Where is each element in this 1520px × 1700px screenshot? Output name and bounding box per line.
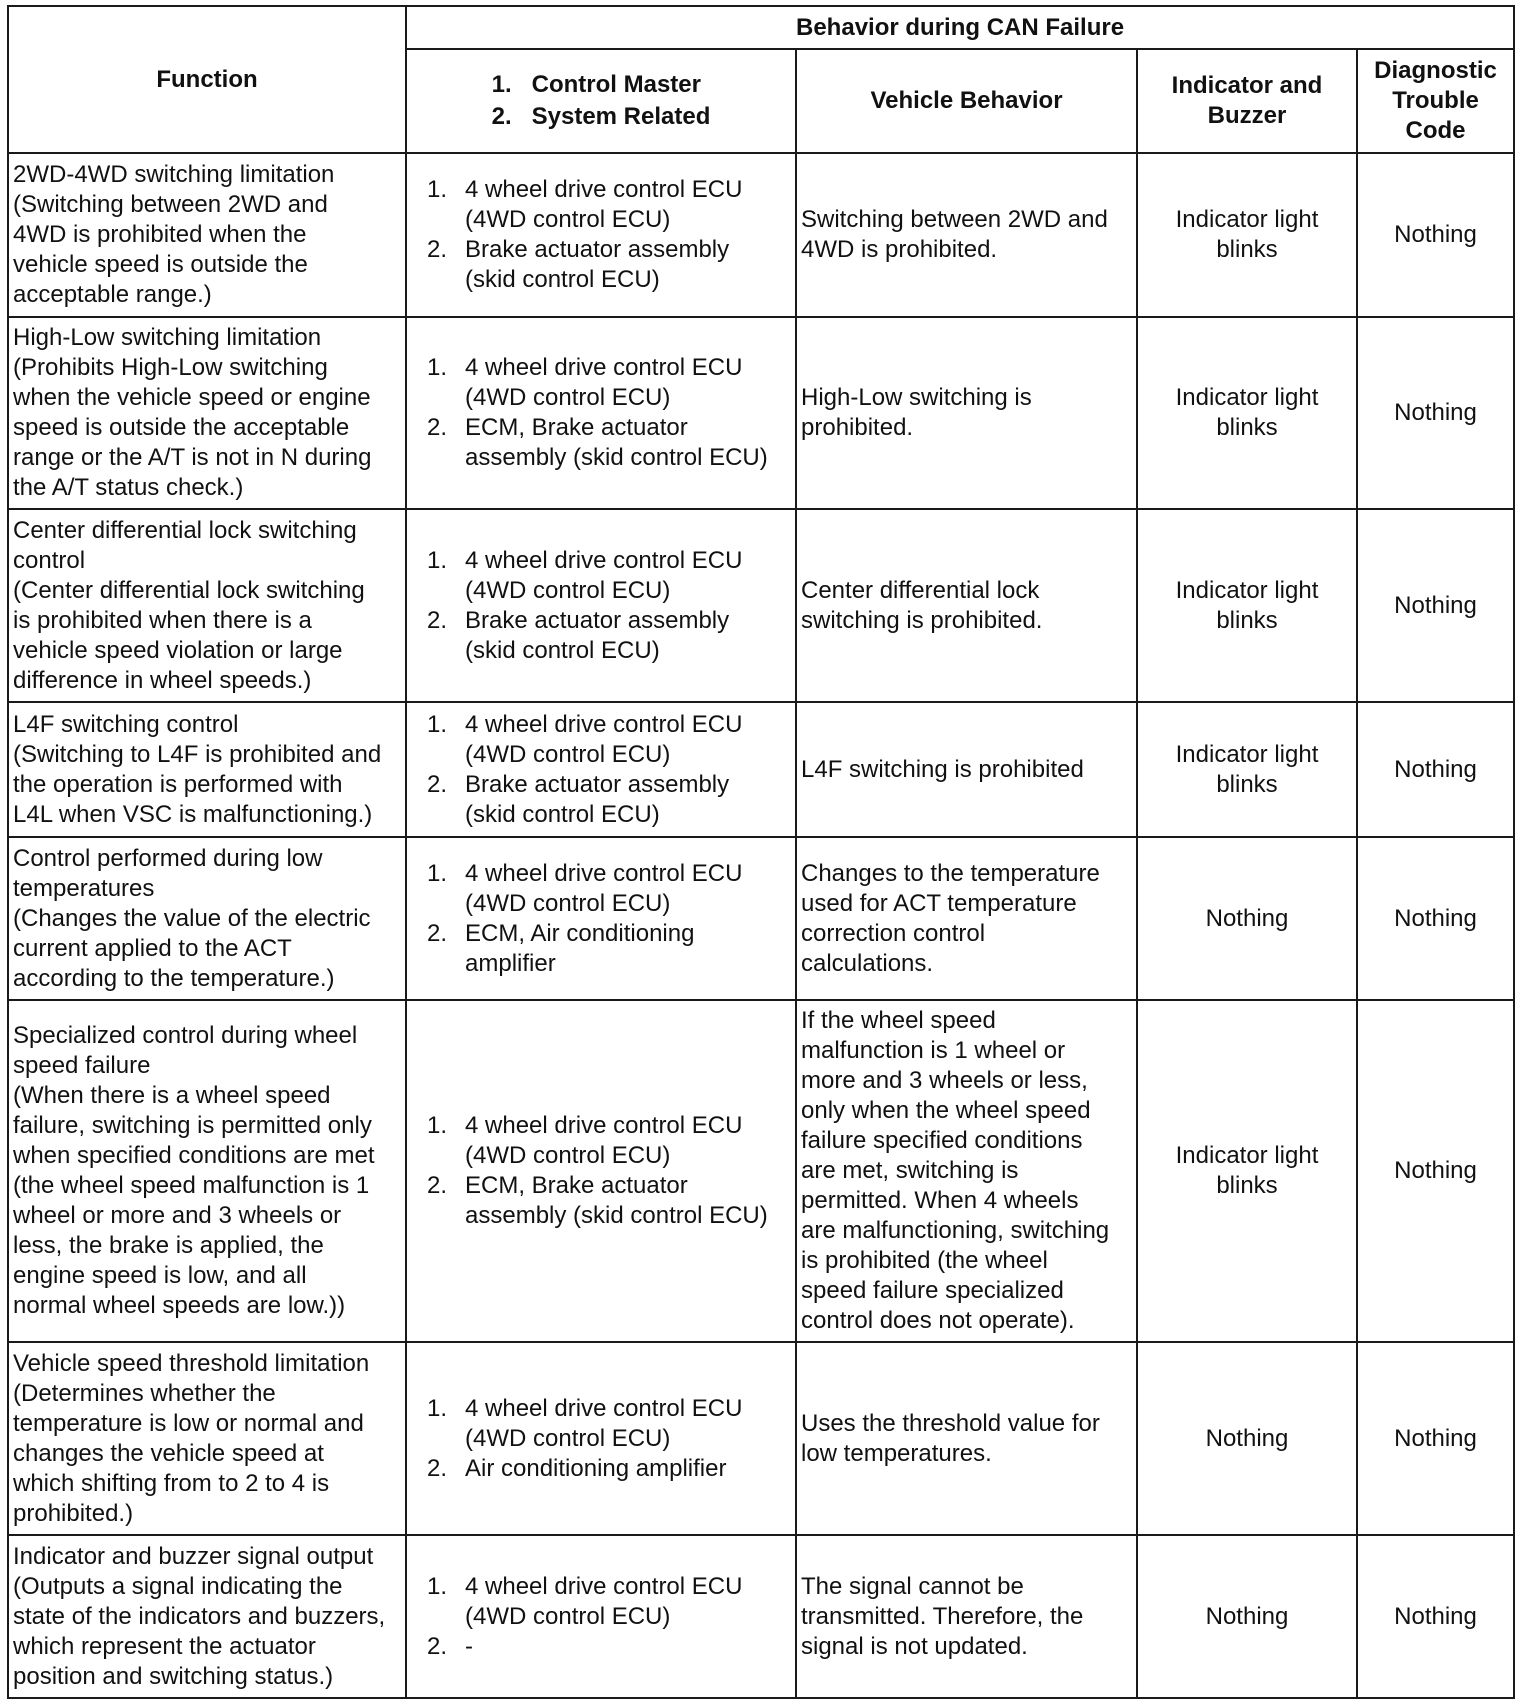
system-related-text: Brake actuator assembly (skid control ECU) xyxy=(465,236,730,293)
master-num: 1. xyxy=(427,710,448,738)
master-num: 1. xyxy=(427,859,448,887)
related-num: 2. xyxy=(427,919,448,947)
header-function: Function xyxy=(8,6,406,153)
table-row xyxy=(8,153,1514,317)
table-row xyxy=(8,1535,1514,1698)
control-master-text: 4 wheel drive control ECU (4WD control ECU) xyxy=(465,1112,743,1169)
control-master-cell xyxy=(406,1000,796,1342)
indicator-cell: Indicator light blinks xyxy=(1137,153,1357,317)
system-related-text: ECM, Brake actuator assembly (skid control ECU) xyxy=(465,1172,768,1229)
header-vehicle-behavior: Vehicle Behavior xyxy=(796,49,1137,153)
vehicle-behavior-cell: The signal cannot be transmitted. Therefore, the signal is not updated. xyxy=(796,1535,1137,1698)
control-master-text: 4 wheel drive control ECU (4WD control ECU) xyxy=(465,710,743,768)
header-row-1 xyxy=(8,6,1514,49)
dtc-cell: Nothing xyxy=(1357,1535,1514,1698)
related-num: 2. xyxy=(427,770,448,798)
header-system-related-text: System Related xyxy=(531,103,711,130)
related-num: 2. xyxy=(427,414,448,441)
vehicle-behavior-cell: High-Low switching is prohibited. xyxy=(796,317,1137,509)
header-num-1: 1. xyxy=(491,71,512,98)
dtc-cell: Nothing xyxy=(1357,509,1514,702)
indicator-cell: Indicator light blinks xyxy=(1137,1000,1357,1342)
control-master-cell xyxy=(406,509,796,702)
dtc-cell: Nothing xyxy=(1357,153,1514,317)
header-indicator-line-1: Indicator and xyxy=(1171,72,1323,99)
control-master-text: 4 wheel drive control ECU (4WD control ECU) xyxy=(465,354,743,411)
header-dtc xyxy=(1357,49,1514,153)
header-dtc-line-3: Code xyxy=(1405,117,1466,144)
indicator-cell: Nothing xyxy=(1137,837,1357,1000)
table-row xyxy=(8,509,1514,702)
control-master-text: 4 wheel drive control ECU (4WD control ECU) xyxy=(465,1394,743,1452)
master-num: 1. xyxy=(427,176,448,203)
system-related-text: Air conditioning amplifier xyxy=(465,1454,727,1482)
related-num: 2. xyxy=(427,1172,448,1199)
system-related-text: Brake actuator assembly (skid control ECU) xyxy=(465,770,730,828)
master-num: 1. xyxy=(427,1572,448,1600)
related-num: 2. xyxy=(427,606,448,634)
function-cell: Indicator and buzzer signal output (Outputs a signal indicating the state of the indicators and buzzers, which represent the actuator position and switching status.) xyxy=(8,1535,406,1698)
vehicle-behavior-cell: If the wheel speed malfunction is 1 wheel or more and 3 wheels or less, only when the wheel speed failure specified conditions are met, switching is permitted. When 4 wheels are malfunctioning, switching is prohibited (the wheel speed failure specialized control does not operate). xyxy=(796,1000,1137,1342)
control-master-text: 4 wheel drive control ECU (4WD control ECU) xyxy=(465,1572,743,1630)
related-num: 2. xyxy=(427,236,448,263)
vehicle-behavior-cell: Uses the threshold value for low temperatures. xyxy=(796,1342,1137,1535)
header-control-master xyxy=(406,49,796,153)
master-num: 1. xyxy=(427,1394,448,1422)
control-master-cell xyxy=(406,153,796,317)
system-related-text: - xyxy=(465,1632,473,1660)
control-master-text: 4 wheel drive control ECU (4WD control ECU) xyxy=(465,176,743,233)
vehicle-behavior-cell: Changes to the temperature used for ACT temperature correction control calculations. xyxy=(796,837,1137,1000)
related-num: 2. xyxy=(427,1454,448,1482)
header-dtc-line-2: Trouble xyxy=(1392,87,1479,114)
master-num: 1. xyxy=(427,546,448,574)
master-num: 1. xyxy=(427,1112,448,1139)
header-indicator-buzzer xyxy=(1137,49,1357,153)
header-dtc-line-1: Diagnostic xyxy=(1374,57,1497,84)
function-cell: Center differential lock switching control (Center differential lock switching is prohibited when there is a vehicle speed violation or large difference in wheel speeds.) xyxy=(8,509,406,702)
function-cell: Vehicle speed threshold limitation (Determines whether the temperature is low or normal and changes the vehicle speed at which shifting from to 2 to 4 is prohibited.) xyxy=(8,1342,406,1535)
function-cell: 2WD-4WD switching limitation (Switching between 2WD and 4WD is prohibited when the vehicle speed is outside the acceptable range.) xyxy=(8,153,406,317)
control-master-cell xyxy=(406,702,796,837)
dtc-cell: Nothing xyxy=(1357,317,1514,509)
dtc-cell: Nothing xyxy=(1357,702,1514,837)
indicator-cell: Nothing xyxy=(1137,1535,1357,1698)
header-behavior-group: Behavior during CAN Failure xyxy=(406,6,1514,49)
related-num: 2. xyxy=(427,1632,448,1660)
vehicle-behavior-cell: L4F switching is prohibited xyxy=(796,702,1137,837)
system-related-text: ECM, Brake actuator assembly (skid control ECU) xyxy=(465,414,768,471)
dtc-cell: Nothing xyxy=(1357,1000,1514,1342)
master-num: 1. xyxy=(427,354,448,381)
control-master-text: 4 wheel drive control ECU (4WD control ECU) xyxy=(465,859,743,917)
header-control-master-text: Control Master xyxy=(531,71,701,98)
dtc-cell: Nothing xyxy=(1357,1342,1514,1535)
can-failure-table xyxy=(7,5,1515,1699)
control-master-cell xyxy=(406,837,796,1000)
table-row xyxy=(8,1000,1514,1342)
function-cell: High-Low switching limitation (Prohibits High-Low switching when the vehicle speed or engine speed is outside the acceptable range or the A/T is not in N during the A/T status check.) xyxy=(8,317,406,509)
indicator-cell: Indicator light blinks xyxy=(1137,317,1357,509)
control-master-cell xyxy=(406,1535,796,1698)
control-master-text: 4 wheel drive control ECU (4WD control ECU) xyxy=(465,546,743,604)
vehicle-behavior-cell: Switching between 2WD and 4WD is prohibited. xyxy=(796,153,1137,317)
function-cell: L4F switching control (Switching to L4F is prohibited and the operation is performed with L4L when VSC is malfunctioning.) xyxy=(8,702,406,837)
table-row xyxy=(8,317,1514,509)
system-related-text: ECM, Air conditioning amplifier xyxy=(465,919,695,977)
function-cell: Control performed during low temperatures (Changes the value of the electric current applied to the ACT according to the temperature.) xyxy=(8,837,406,1000)
table-row xyxy=(8,702,1514,837)
control-master-cell xyxy=(406,1342,796,1535)
dtc-cell: Nothing xyxy=(1357,837,1514,1000)
function-cell: Specialized control during wheel speed failure (When there is a wheel speed failure, switching is permitted only when specified conditions are met (the wheel speed malfunction is 1 wheel or more and 3 wheels or less, the brake is applied, the engine speed is low, and all normal wheel speeds are low.)) xyxy=(8,1000,406,1342)
control-master-cell xyxy=(406,317,796,509)
indicator-cell: Indicator light blinks xyxy=(1137,509,1357,702)
indicator-cell: Indicator light blinks xyxy=(1137,702,1357,837)
system-related-text: Brake actuator assembly (skid control ECU) xyxy=(465,606,730,664)
table-row xyxy=(8,1342,1514,1535)
header-indicator-line-2: Buzzer xyxy=(1207,102,1287,129)
vehicle-behavior-cell: Center differential lock switching is prohibited. xyxy=(796,509,1137,702)
indicator-cell: Nothing xyxy=(1137,1342,1357,1535)
table-row xyxy=(8,837,1514,1000)
header-num-2: 2. xyxy=(491,103,512,130)
